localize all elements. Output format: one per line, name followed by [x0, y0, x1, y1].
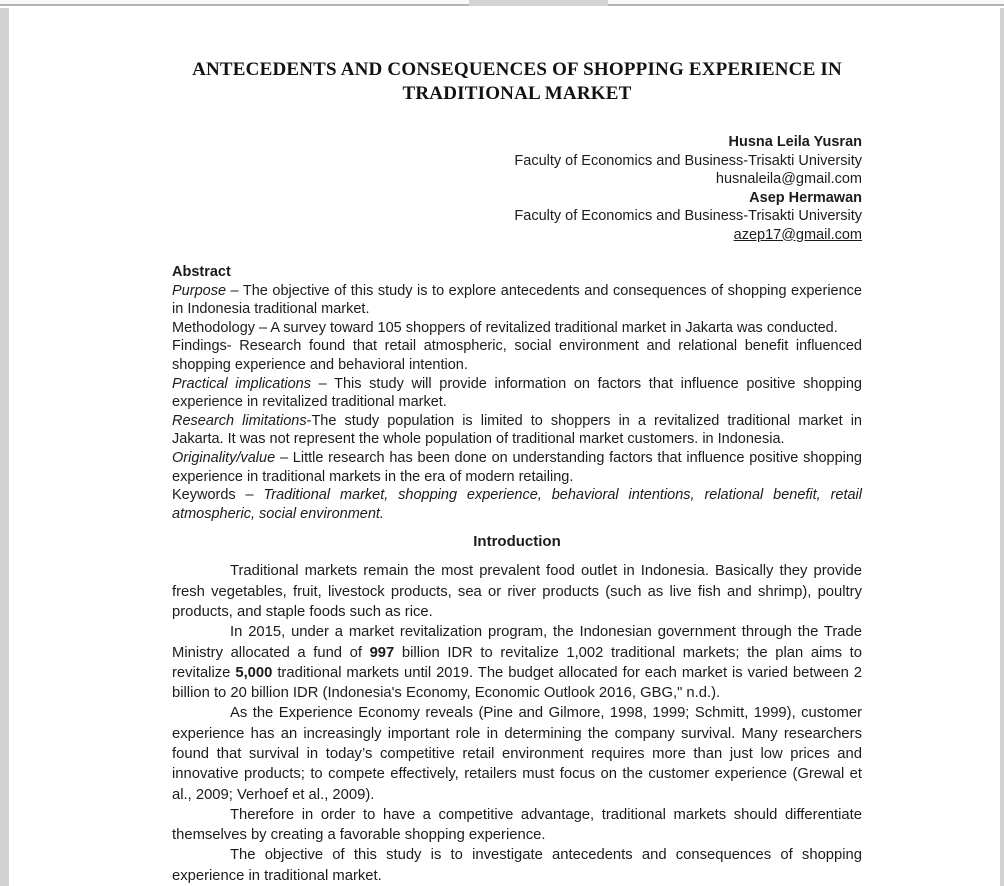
introduction-section [172, 561, 862, 886]
abstract-entry-research-limitations [172, 412, 862, 449]
top-tab-fragment [469, 0, 608, 6]
intro-paragraph [172, 622, 862, 703]
abstract-entry-keywords [172, 486, 862, 523]
paper-title-line2: TRADITIONAL MARKET [402, 83, 632, 104]
abstract-entry-originality-value [172, 449, 862, 486]
paragraph-segment-bold: 5,000 [235, 664, 273, 681]
author-email: husnaleila@gmail.com [715, 171, 862, 187]
author-affiliation: Faculty of Economics and Business-Trisakti University [514, 152, 862, 169]
abstract-text: Little research has been done on understanding factors that influence positive shopping experience in traditional markets in the era of modern retailing. [172, 449, 862, 485]
paragraph-segment: traditional markets until 2019. The budget allocated for each market is varied between 2 billion to 20 billion IDR (Indonesia's Economy, Economic Outlook 2016, GBG," n.d.). [172, 664, 863, 702]
paragraph-segment: billion IDR to revitalize 1,002 traditional markets; the plan aims to revitalize [172, 644, 862, 681]
author-name: Husna Leila Yusran [728, 134, 862, 150]
document-page [9, 8, 1000, 886]
author-email-link[interactable]: azep17@gmail.com [733, 226, 862, 243]
keywords-list: Traditional market, shopping experience, behavioral intentions, relational benefit, retail atmospheric, social environment. [172, 487, 863, 522]
intro-paragraph: As the Experience Economy reveals (Pine and Gilmore, 1998, 1999; Schmitt, 1999), customer experience has an increasingly important role in determining the company survival. Many researchers found that survival in today’s competitive retail environment requires more than just low prices and innovative products; to compete effectively, retailers must focus on the customer experience (Grewal et al., 2009; Verhoef et al., 2009). [172, 705, 862, 803]
abstract-label: Findings- [172, 338, 232, 355]
abstract-text: The study population is limited to shoppers in a revitalized traditional market in Jakarta. It was not represent the whole population of traditional market customers. in Indonesia. [172, 412, 862, 448]
abstract-label: Research limitations [172, 412, 307, 429]
abstract-label: Originality/value [172, 449, 276, 466]
paragraph-segment: In 2015, under a market revitalization program, the Indonesian government through the Trade Ministry allocated a fund of [172, 624, 862, 661]
abstract-entry-methodology [172, 319, 862, 338]
abstract-section [172, 263, 862, 523]
abstract-text: Research found that retail atmospheric, social environment and relational benefit influenced shopping experience and behavioral intention. [172, 338, 862, 373]
abstract-label: Practical implications [172, 375, 312, 392]
abstract-heading: Abstract [172, 264, 231, 280]
abstract-text: The objective of this study is to explore antecedents and consequences of shopping experience in Indonesia traditional market. [172, 282, 862, 318]
canvas-background-left [0, 8, 9, 886]
intro-paragraph: Therefore in order to have a competitive advantage, traditional markets should differentiate themselves by creating a favorable shopping experience. [172, 806, 862, 844]
abstract-entry-purpose [172, 282, 862, 319]
abstract-entry-practical-implications [172, 375, 862, 412]
abstract-label: Purpose [172, 282, 227, 299]
abstract-entry-findings [172, 337, 862, 374]
paper-title [172, 58, 862, 106]
author-name: Asep Hermawan [749, 189, 862, 206]
separator: – [235, 487, 264, 504]
abstract-label: Keywords [172, 487, 236, 504]
introduction-heading: Introduction [473, 533, 561, 551]
page-content [172, 58, 862, 886]
separator: – [275, 449, 293, 466]
author-affiliation: Faculty of Economics and Business-Trisakti University [514, 208, 862, 224]
abstract-label: Methodology [172, 319, 256, 336]
intro-paragraph: Traditional markets remain the most prevalent food outlet in Indonesia. Basically they provide fresh vegetables, fruit, livestock products, sea or river products (such as live fish and shrimp), poultry products, and staple foods such as rice. [172, 563, 862, 620]
paper-title-line1: ANTECEDENTS AND CONSEQUENCES OF SHOPPING EXPERIENCE IN [192, 59, 842, 80]
canvas-background-right [1000, 8, 1004, 886]
separator: – [255, 319, 271, 336]
separator: – [226, 282, 243, 299]
abstract-text: This study will provide information on factors that influence positive shopping experience in revitalized traditional market. [172, 375, 862, 411]
intro-paragraph: The objective of this study is to investigate antecedents and consequences of shopping experience in traditional market. [172, 847, 862, 884]
abstract-text: A survey toward 105 shoppers of revitalized traditional market in Jakarta was conducted. [270, 319, 838, 336]
separator: – [311, 375, 335, 392]
separator: - [306, 412, 312, 429]
authors-block [172, 133, 862, 244]
paragraph-segment-bold: 997 [369, 644, 395, 661]
